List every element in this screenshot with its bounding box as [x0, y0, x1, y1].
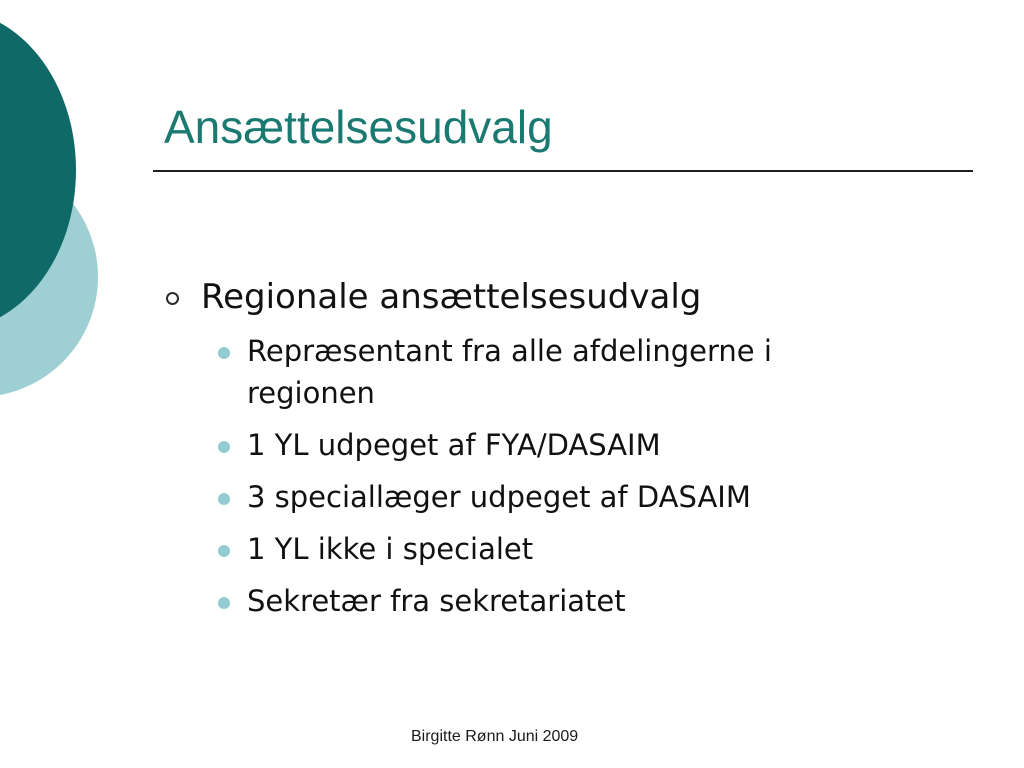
dot-bullet-icon [218, 347, 230, 359]
sub-bullet-text: Sekretær fra sekretariatet [247, 584, 626, 618]
bullet-text: Regionale ansættelsesudvalg [201, 277, 702, 317]
dot-bullet-icon [218, 545, 230, 557]
sub-bullet-text: Repræsentant fra alle afdelingerne i regionen [247, 334, 772, 410]
hollow-circle-bullet-icon [166, 292, 179, 305]
sub-bullet-text: 3 speciallæger udpeget af DASAIM [247, 480, 751, 514]
dot-bullet-icon [218, 597, 230, 609]
sub-bullet-text: 1 YL udpeget af FYA/DASAIM [247, 428, 661, 462]
sub-bullet-item [218, 476, 898, 518]
sub-bullet-item [218, 580, 898, 622]
sub-bullet-item [218, 330, 898, 414]
bullet-item-regional-committees [166, 272, 701, 322]
sub-bullet-item [218, 424, 898, 466]
slide-footer: Birgitte Rønn Juni 2009 [411, 728, 579, 745]
dot-bullet-icon [218, 493, 230, 505]
title-divider [153, 170, 973, 172]
dot-bullet-icon [218, 441, 230, 453]
slide-title: Ansættelsesudvalg [164, 101, 553, 153]
sub-bullet-text: 1 YL ikke i specialet [247, 532, 534, 566]
sub-bullet-item [218, 528, 898, 570]
sub-bullet-list [218, 330, 898, 632]
